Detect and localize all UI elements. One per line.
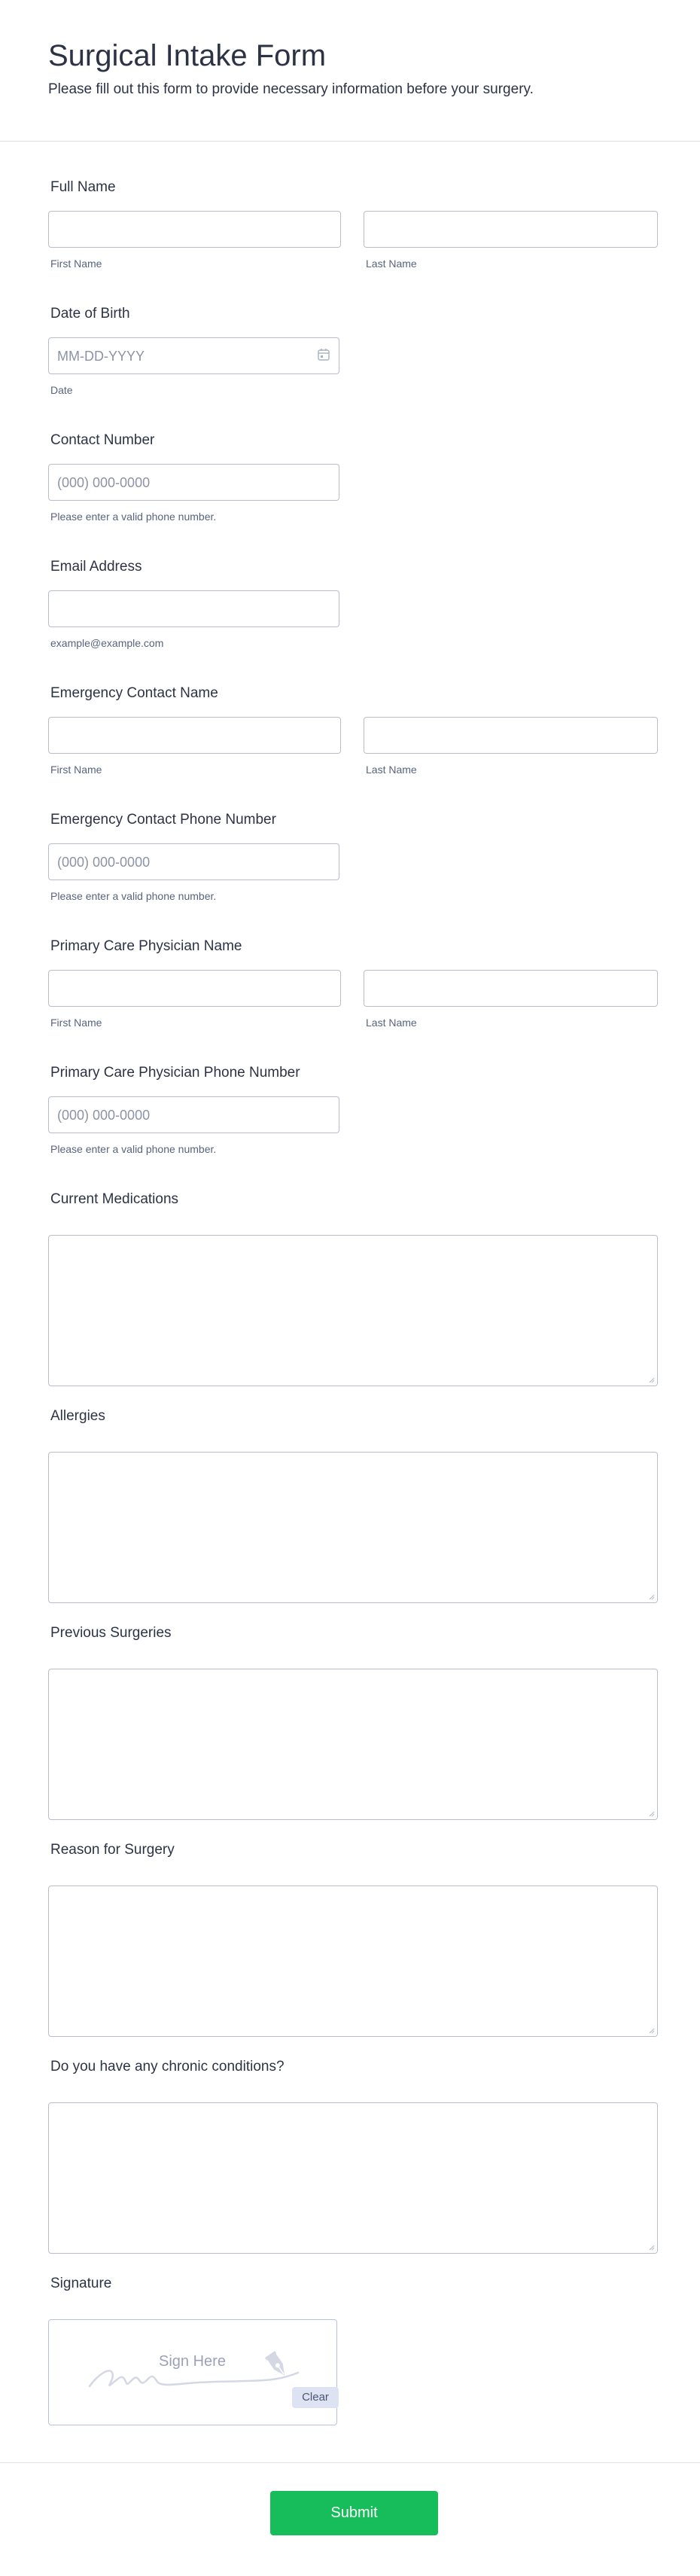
physician-first-input[interactable]	[48, 970, 341, 1007]
dob-placeholder: MM-DD-YYYY	[57, 349, 145, 364]
last-name-sublabel: Last Name	[366, 258, 417, 270]
emergency-name-field	[48, 685, 658, 783]
chronic-conditions-textarea[interactable]	[48, 2102, 658, 2254]
dob-sublabel: Date	[50, 384, 73, 396]
physician-phone-hint: Please enter a valid phone number.	[50, 1143, 217, 1155]
form-subtitle: Please fill out this form to provide necessary information before your surgery.	[48, 81, 534, 97]
email-input[interactable]	[48, 590, 339, 627]
email-field	[48, 559, 658, 657]
dob-field	[48, 306, 658, 404]
full-name-label: Full Name	[50, 179, 116, 195]
emergency-phone-input[interactable]	[48, 843, 339, 880]
contact-number-field	[48, 432, 658, 530]
resize-handle-icon[interactable]	[647, 1376, 655, 1383]
physician-phone-field	[48, 1065, 658, 1163]
medications-label: Current Medications	[50, 1191, 179, 1207]
previous-surgeries-label: Previous Surgeries	[50, 1625, 172, 1641]
signature-pad[interactable]	[48, 2319, 337, 2425]
allergies-label: Allergies	[50, 1408, 105, 1424]
full-name-first-input[interactable]	[48, 211, 341, 248]
pen-nib-icon	[261, 2350, 296, 2383]
emergency-phone-label: Emergency Contact Phone Number	[50, 812, 276, 828]
form-title: Surgical Intake Form	[48, 39, 327, 72]
emergency-phone-hint: Please enter a valid phone number.	[50, 890, 217, 902]
physician-name-field	[48, 938, 658, 1036]
signature-label: Signature	[50, 2276, 112, 2291]
clear-signature-button[interactable]: Clear	[292, 2387, 339, 2408]
first-name-sublabel: First Name	[50, 764, 102, 776]
physician-phone-input[interactable]	[48, 1096, 339, 1133]
dob-label: Date of Birth	[50, 306, 130, 322]
previous-surgeries-field	[48, 1625, 658, 1821]
allergies-field	[48, 1408, 658, 1604]
physician-phone-placeholder: (000) 000-0000	[57, 1108, 151, 1123]
first-name-sublabel: First Name	[50, 1017, 102, 1029]
resize-handle-icon[interactable]	[647, 2026, 655, 2034]
calendar-icon[interactable]	[318, 348, 330, 361]
resize-handle-icon[interactable]	[647, 1809, 655, 1817]
emergency-phone-placeholder: (000) 000-0000	[57, 855, 151, 870]
email-hint: example@example.com	[50, 637, 164, 649]
reason-label: Reason for Surgery	[50, 1842, 175, 1858]
full-name-field	[48, 179, 658, 277]
allergies-textarea[interactable]	[48, 1452, 658, 1603]
last-name-sublabel: Last Name	[366, 764, 417, 776]
emergency-first-input[interactable]	[48, 717, 341, 754]
physician-last-input[interactable]	[364, 970, 658, 1007]
full-name-last-input[interactable]	[364, 211, 658, 248]
resize-handle-icon[interactable]	[647, 1593, 655, 1600]
chronic-conditions-field	[48, 2059, 658, 2254]
chronic-conditions-label: Do you have any chronic conditions?	[50, 2059, 285, 2075]
previous-surgeries-textarea[interactable]	[48, 1669, 658, 1820]
medications-field	[48, 1191, 658, 1387]
dob-input[interactable]	[48, 337, 339, 374]
first-name-sublabel: First Name	[50, 258, 102, 270]
contact-number-input[interactable]	[48, 464, 339, 501]
emergency-last-input[interactable]	[364, 717, 658, 754]
signature-field	[48, 2276, 658, 2411]
resize-handle-icon[interactable]	[647, 2243, 655, 2251]
email-label: Email Address	[50, 559, 142, 575]
form-footer	[0, 2462, 700, 2576]
emergency-name-label: Emergency Contact Name	[50, 685, 218, 701]
signature-placeholder: Sign Here	[159, 2353, 226, 2370]
medications-textarea[interactable]	[48, 1235, 658, 1386]
form-header	[0, 0, 700, 142]
contact-number-placeholder: (000) 000-0000	[57, 475, 151, 490]
contact-number-label: Contact Number	[50, 432, 155, 448]
contact-number-hint: Please enter a valid phone number.	[50, 511, 217, 523]
physician-phone-label: Primary Care Physician Phone Number	[50, 1065, 300, 1081]
emergency-phone-field	[48, 812, 658, 910]
submit-button[interactable]: Submit	[270, 2491, 438, 2535]
reason-field	[48, 1842, 658, 2038]
last-name-sublabel: Last Name	[366, 1017, 417, 1029]
physician-name-label: Primary Care Physician Name	[50, 938, 242, 954]
reason-textarea[interactable]	[48, 1886, 658, 2037]
